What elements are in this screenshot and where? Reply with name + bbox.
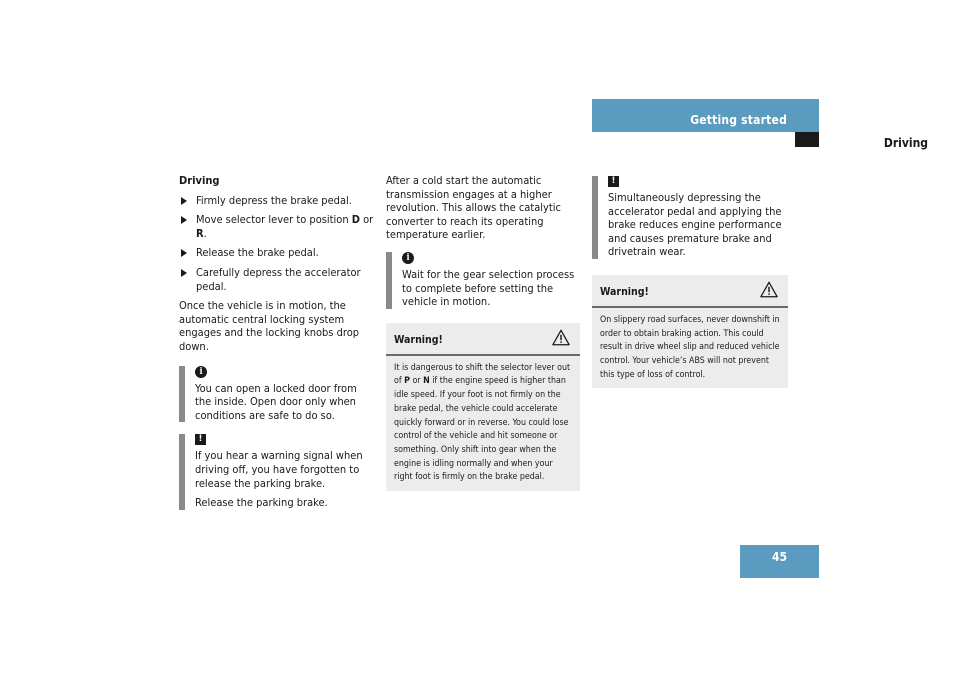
note-text: If you hear a warning signal when driving off, you have forgotten to release the parking brake. — [195, 449, 363, 490]
section-title: Getting started — [690, 113, 787, 127]
caution-icon: ! — [195, 434, 206, 445]
step-text-end: . — [203, 226, 207, 240]
warning-header — [592, 275, 788, 308]
warning-triangle-icon — [760, 281, 778, 298]
gear-r: R — [196, 226, 204, 240]
note-bar — [179, 434, 185, 509]
note-text: Release the parking brake. — [195, 496, 328, 510]
note-bar — [386, 252, 392, 309]
gear-n: N — [423, 376, 430, 387]
note-bar — [179, 366, 185, 423]
step-text: Release the brake pedal. — [196, 246, 319, 260]
body-paragraph: Once the vehicle is in motion, the automatic central locking system engages and the locking knobs drop down. — [179, 299, 360, 353]
warning-title: Warning! — [394, 333, 443, 346]
warning-text: or — [409, 376, 424, 387]
gear-d: D — [351, 213, 360, 227]
warning-text: if the engine speed is higher than idle speed. If your foot is not firmly on the brake pedal, the vehicle could accelerate quickly forward or in reverse. You could lose control of the vehicle and hit someone or something. Only shift into gear when the engine is idling normally and when your right foot is firmly on the brake pedal. — [394, 376, 569, 483]
step-text: Move selector lever to position — [196, 213, 352, 227]
triangle-bullet-icon — [181, 249, 187, 257]
instruction-step — [179, 194, 374, 208]
warning-title: Warning! — [600, 285, 649, 298]
warning-text: It is dangerous to shift the selector lever out of — [394, 362, 571, 387]
instruction-step — [179, 266, 374, 293]
header-marker — [795, 132, 819, 147]
page-number: 45 — [740, 545, 819, 578]
warning-box — [592, 275, 788, 389]
body-paragraph: After a cold start the automatic transmission engages at a higher revolution. This allows the catalytic converter to reach its operating temperature earlier. — [386, 174, 561, 242]
column-left — [179, 174, 374, 510]
caution-note — [179, 434, 374, 509]
warning-header — [386, 323, 580, 356]
triangle-bullet-icon — [181, 216, 187, 224]
step-text: Carefully depress the accelerator pedal. — [196, 265, 361, 293]
triangle-bullet-icon — [181, 197, 187, 205]
step-text-or: or — [359, 213, 374, 227]
info-note — [386, 252, 580, 309]
note-bar — [592, 176, 598, 259]
info-icon: i — [195, 366, 207, 378]
info-icon: i — [402, 252, 414, 264]
gear-p: P — [404, 376, 410, 387]
note-text: Wait for the gear selection process to complete before setting the vehicle in motion. — [402, 267, 575, 309]
note-text: Simultaneously depressing the accelerator pedal and applying the brake reduces engine performance and causes premature brake and drivetrain wear. — [608, 191, 782, 259]
warning-box — [386, 323, 580, 491]
warning-triangle-icon — [552, 329, 570, 346]
step-text: Firmly depress the brake pedal. — [196, 193, 352, 207]
caution-note — [592, 176, 788, 259]
subsection-title: Driving — [883, 136, 928, 150]
note-text: You can open a locked door from the inside. Open door only when conditions are safe to do so. — [195, 381, 357, 422]
warning-body — [386, 356, 580, 491]
column-middle — [386, 174, 580, 491]
instruction-step — [179, 246, 374, 260]
triangle-bullet-icon — [181, 269, 187, 277]
warning-body: On slippery road surfaces, never downshift in order to obtain braking action. This could result in drive wheel slip and reduced vehicle control. Your vehicle’s ABS will not prevent this type of loss of control. — [600, 314, 780, 380]
chapter-header — [592, 99, 819, 132]
column-right — [592, 174, 788, 388]
instruction-step — [179, 213, 374, 240]
section-heading: Driving — [179, 174, 220, 187]
info-note — [179, 366, 374, 423]
caution-icon: ! — [608, 176, 619, 187]
